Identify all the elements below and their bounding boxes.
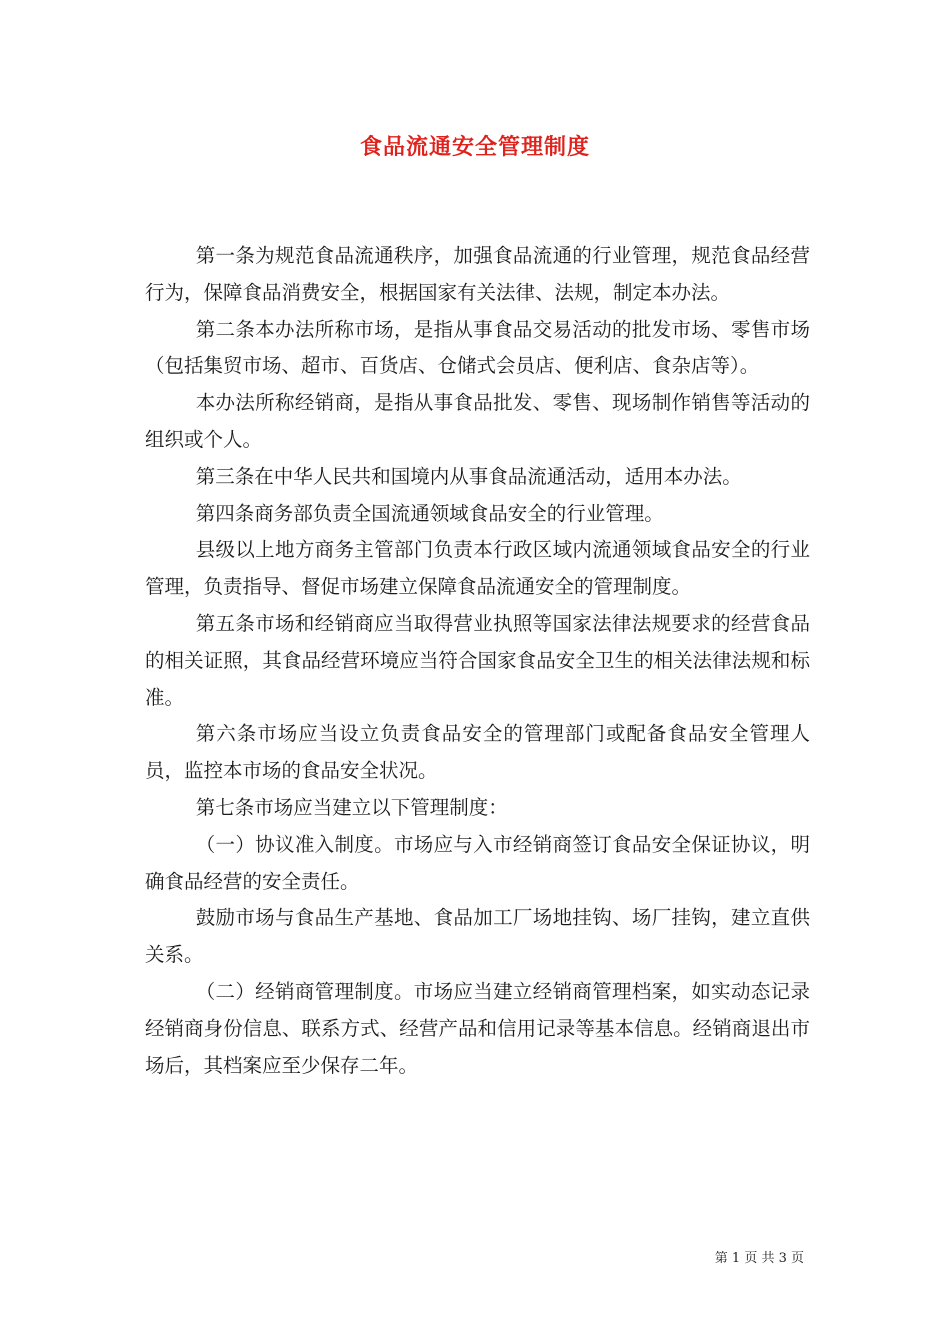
paragraph-dealer-definition: 本办法所称经销商，是指从事食品批发、零售、现场制作销售等活动的组织或个人。 xyxy=(145,391,810,451)
paragraph-article-4: 第四条商务部负责全国流通领域食品安全的行业管理。 xyxy=(195,501,664,525)
paragraph-encourage: 鼓励市场与食品生产基地、食品加工厂场地挂钩、场厂挂钩，建立直供关系。 xyxy=(145,906,810,967)
paragraph-article-1: 第一条为规范食品流通秩序，加强食品流通的行业管理，规范食品经营行为，保障食品消费安全，根据国家有关法律、法规，制定本办法。 xyxy=(145,244,810,304)
paragraph-local-authority: 县级以上地方商务主管部门负责本行政区域内流通领域食品安全的行业管理，负责指导、督促市场建立保障食品流通安全的管理制度。 xyxy=(145,538,810,599)
paragraph-article-7: 第七条市场应当建立以下管理制度： xyxy=(195,795,508,819)
paragraph-article-5: 第五条市场和经销商应当取得营业执照等国家法律法规要求的经营食品的相关证照，其食品经营环境应当符合国家食品安全卫生的相关法律法规和标准。 xyxy=(145,611,810,709)
document-body xyxy=(145,238,810,1084)
paragraph-item-2: （二）经销商管理制度。市场应当建立经销商管理档案，如实动态记录经销商身份信息、联系方式、经营产品和信用记录等基本信息。经销商退出市场后，其档案应至少保存二年。 xyxy=(145,979,810,1077)
paragraph-article-2: 第二条本办法所称市场，是指从事食品交易活动的批发市场、零售市场（包括集贸市场、超市、百货店、仓储式会员店、便利店、食杂店等）。 xyxy=(145,317,810,378)
document-title: 食品流通安全管理制度 xyxy=(359,134,590,160)
paragraph-article-6: 第六条市场应当设立负责食品安全的管理部门或配备食品安全管理人员，监控本市场的食品安全状况。 xyxy=(145,722,810,783)
page-number-footer: 第 1 页 共 3 页 xyxy=(714,1251,804,1266)
paragraph-article-3: 第三条在中华人民共和国境内从事食品流通活动，适用本办法。 xyxy=(195,464,742,488)
paragraph-item-1: （一）协议准入制度。市场应与入市经销商签订食品安全保证协议，明确食品经营的安全责任。 xyxy=(145,832,810,893)
